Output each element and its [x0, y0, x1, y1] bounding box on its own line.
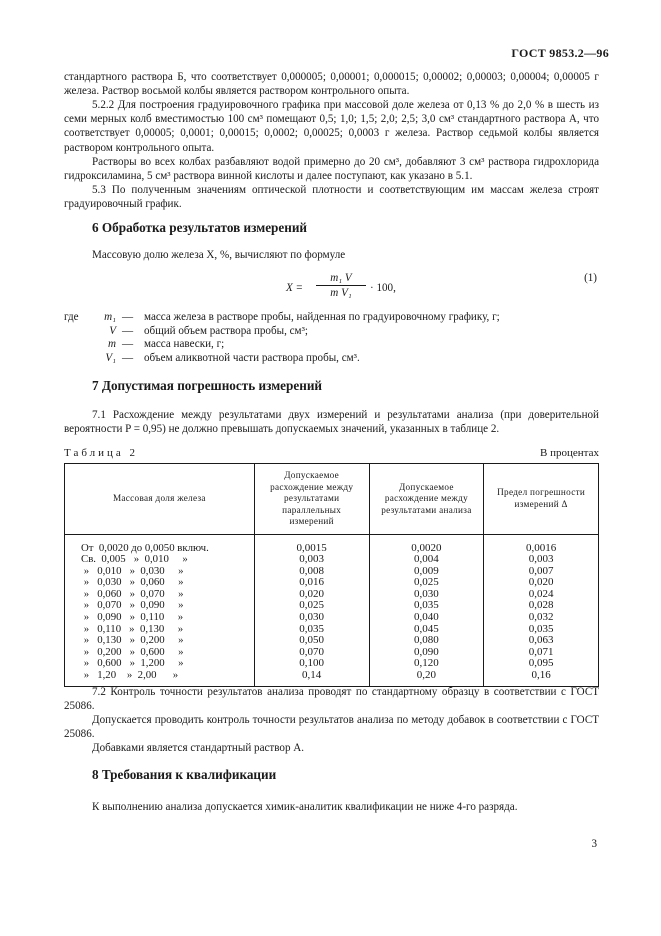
definition-row [64, 311, 599, 325]
section-6-heading: 6 Обработка результатов измерений [92, 220, 308, 235]
definition-dash: — [122, 324, 134, 337]
cell-error: 0,028 [484, 600, 599, 612]
definition-symbol: m [107, 338, 116, 351]
paragraph-additions-solution: Добавками является стандартный раствор А. [92, 742, 305, 754]
cell-analysis: 0,090 [369, 647, 484, 659]
cell-range: » 0,060 » 0,070 » [65, 589, 255, 601]
cell-error: 0,16 [484, 670, 599, 686]
cell-analysis: 0,035 [369, 600, 484, 612]
formula-fraction [316, 272, 366, 299]
cell-analysis: 0,004 [369, 554, 484, 566]
cell-range: » 0,130 » 0,200 » [65, 635, 255, 647]
cell-range: » 0,110 » 0,130 » [65, 624, 255, 636]
cell-parallel: 0,030 [254, 612, 369, 624]
cell-error: 0,024 [484, 589, 599, 601]
cell-parallel: 0,035 [254, 624, 369, 636]
formula-number: (1) [584, 272, 597, 284]
cell-range: » 0,070 » 0,090 » [65, 600, 255, 612]
header-analysis-discrepancy: Допускаемое расхождение между результатами анализа [369, 464, 484, 535]
definition-text: объем аликвотной части раствора пробы, см³. [144, 351, 360, 364]
definition-symbol: V [109, 324, 116, 337]
cell-range: » 0,200 » 0,600 » [65, 647, 255, 659]
paragraph-7-2: 7.2 Контроль точности результатов анализа проводят по стандартному образцу в соответствии с ГОСТ 25086. [64, 686, 599, 713]
section-6-intro: Массовую долю железа X, %, вычисляют по формуле [92, 249, 346, 261]
cell-range: » 1,20 » 2,00 » [65, 670, 255, 686]
table-caption: Таблица 2 [64, 447, 139, 459]
cell-analysis: 0,120 [369, 658, 484, 670]
header-iron-fraction: Массовая доля железа [65, 464, 255, 535]
cell-error: 0,095 [484, 658, 599, 670]
table-header-row [65, 464, 599, 535]
cell-error: 0,020 [484, 577, 599, 589]
definitions-list [64, 311, 599, 365]
where-label: где [64, 311, 79, 323]
cell-parallel: 0,070 [254, 647, 369, 659]
cell-analysis: 0,030 [369, 589, 484, 601]
paragraph-dilution: Растворы во всех колбах разбавляют водой примерно до 20 см³, добавляют 3 см³ раствора гидрохлорида гидроксиламина, 5 см³ раствора винной кислоты и далее поступают, как указано в 5.1. [64, 156, 599, 183]
section-7-heading: 7 Допустимая погрешность измерений [92, 378, 323, 393]
cell-parallel: 0,016 [254, 577, 369, 589]
section-8-text: К выполнению анализа допускается химик-аналитик квалификации не ниже 4-го разряда. [92, 801, 518, 813]
paragraph-additions-method: Допускается проводить контроль точности результатов анализа по методу добавок в соответствии с ГОСТ 25086. [64, 714, 599, 741]
cell-analysis: 0,040 [369, 612, 484, 624]
page-number: 3 [591, 838, 597, 850]
section-8-heading: 8 Требования к квалификации [92, 767, 277, 782]
cell-range: » 0,010 » 0,030 » [65, 566, 255, 578]
definition-symbol: V₁ [105, 351, 116, 364]
definition-row [64, 325, 599, 339]
cell-analysis: 0,20 [369, 670, 484, 686]
cell-range: » 0,600 » 1,200 » [65, 658, 255, 670]
cell-error: 0,003 [484, 554, 599, 566]
definition-symbol: m₁ [104, 311, 116, 323]
cell-parallel: 0,0015 [254, 534, 369, 554]
cell-parallel: 0,020 [254, 589, 369, 601]
cell-error: 0,0016 [484, 534, 599, 554]
cell-parallel: 0,003 [254, 554, 369, 566]
paragraph-5-3: 5.3 По полученным значениям оптической плотности и соответствующим им массам железа строят градуировочный график. [64, 184, 599, 211]
definition-text: масса навески, г; [144, 338, 225, 351]
cell-parallel: 0,025 [254, 600, 369, 612]
cell-error: 0,071 [484, 647, 599, 659]
formula-denominator: m V₁ [330, 287, 352, 299]
cell-parallel: 0,100 [254, 658, 369, 670]
cell-range: » 0,030 » 0,060 » [65, 577, 255, 589]
cell-range: » 0,090 » 0,110 » [65, 612, 255, 624]
definition-dash: — [122, 311, 134, 323]
standard-number: ГОСТ 9853.2—96 [511, 46, 609, 60]
paragraph-continuation: стандартного раствора Б, что соответствует 0,000005; 0,00001; 0,000015; 0,00002; 0,00003; 0,00004; 0,00005 г железа. Раствор восьмой колбы является раствором контрольного опыта. [64, 71, 599, 98]
table-row [65, 534, 599, 554]
definition-row [64, 338, 599, 352]
table-unit: В процентах [540, 447, 599, 459]
cell-error: 0,032 [484, 612, 599, 624]
cell-analysis: 0,0020 [369, 534, 484, 554]
cell-range: Св. 0,005 » 0,010 » [65, 554, 255, 566]
cell-error: 0,035 [484, 624, 599, 636]
cell-parallel: 0,050 [254, 635, 369, 647]
definition-dash: — [122, 338, 134, 351]
cell-analysis: 0,080 [369, 635, 484, 647]
formula-1 [64, 270, 599, 306]
tolerance-table [64, 463, 599, 687]
formula-lhs: X = [286, 282, 304, 294]
cell-range: От 0,0020 до 0,0050 включ. [65, 534, 255, 554]
formula-numerator: m₁ V [316, 272, 366, 286]
formula-tail: · 100, [370, 282, 396, 294]
definition-dash: — [122, 351, 134, 364]
table-row [65, 612, 599, 624]
definition-row [64, 352, 599, 366]
definition-text: общий объем раствора пробы, см³; [144, 324, 308, 337]
table-row [65, 554, 599, 566]
cell-analysis: 0,045 [369, 624, 484, 636]
cell-error: 0,007 [484, 566, 599, 578]
cell-analysis: 0,025 [369, 577, 484, 589]
cell-parallel: 0,008 [254, 566, 369, 578]
cell-analysis: 0,009 [369, 566, 484, 578]
definition-text: масса железа в растворе пробы, найденная по градуировочному графику, г; [144, 311, 500, 323]
cell-parallel: 0,14 [254, 670, 369, 686]
header-error-limit: Предел погрешности измерений Δ [484, 464, 599, 535]
header-parallel-discrepancy: Допускаемое расхождение между результатами параллельных измерений [254, 464, 369, 535]
table-row [65, 670, 599, 686]
paragraph-7-1: 7.1 Расхождение между результатами двух измерений и результатами анализа (при доверительной вероятности P = 0,95) не должно превышать допускаемых значений, указанных в таблице 2. [64, 409, 599, 436]
paragraph-5-2-2: 5.2.2 Для построения градуировочного графика при массовой доле железа от 0,13 % до 2,0 % в шесть из семи мерных колб вместимостью 100 см³ помещают 0,5; 1,0; 1,5; 2,0; 2,5; 3,0 см³ стандартного раствора А, что соответствует 0,00005; 0,0001; 0,00015; 0,0002; 0,00025; 0,0003 г железа. Раствор седьмой колбы является раствором контрольного опыта. [64, 99, 599, 154]
cell-error: 0,063 [484, 635, 599, 647]
